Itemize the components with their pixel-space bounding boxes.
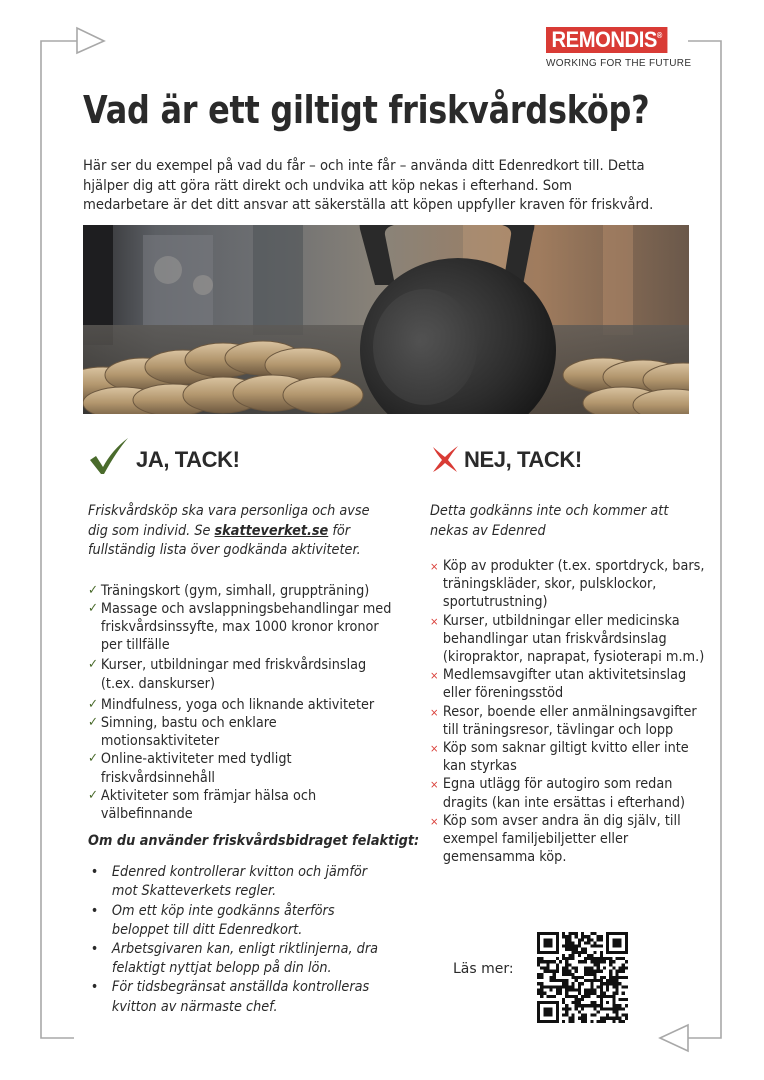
approved-item: ✓ Massage och avslappningsbehandlingar med friskvårdsinssyfte, max 1000 kronor kronor per tillfälle <box>88 600 392 654</box>
misuse-item: • Om ett köp inte godkänns återförs beloppet till ditt Edenredkort. <box>90 902 335 938</box>
rejected-item: × Resor, boende eller anmälningsavgifter till träningsresor, tävlingar och lopp <box>430 703 697 738</box>
misuse-list-wrap <box>88 863 392 1017</box>
arrow-right-icon <box>77 28 104 53</box>
rejected-item: × Köp som saknar giltigt kvitto eller inte kan styrkas <box>430 740 689 775</box>
approved-item: ✓ Kurser, utbildningar med friskvårdsinslag (t.ex. danskurser) <box>88 657 367 692</box>
read-more-label: Läs mer: <box>453 961 514 977</box>
qr-code-icon[interactable] <box>537 932 628 1023</box>
approved-item: ✓ Mindfulness, yoga och liknande aktiviteter <box>88 696 375 713</box>
misuse-item: • För tidsbegränsat anställda kontrolleras kvitton av närmaste chef. <box>90 979 370 1015</box>
rejected-item: × Medlemsavgifter utan aktivitetsinslag eller föreningsstöd <box>430 667 687 702</box>
approved-header <box>88 440 388 480</box>
rejected-item: × Köp av produkter (t.ex. sportdryck, bars, träningskläder, skor, pulsklockor, sportutrustning) <box>430 558 705 611</box>
rejected-list <box>430 557 706 866</box>
x-icon: × <box>430 560 439 573</box>
x-icon: × <box>430 814 439 828</box>
misuse-list <box>88 863 392 1017</box>
cross-icon <box>430 445 460 473</box>
x-icon: × <box>430 705 439 719</box>
bullet-icon: • <box>90 940 99 957</box>
rejected-column <box>430 440 705 866</box>
rejected-item: × Kurser, utbildningar eller medicinska behandlingar utan friskvårdsinslag (kiropraktor, naprapat, fysioterapi m.m.) <box>430 612 705 666</box>
rejected-header <box>430 440 700 480</box>
remondis-logo <box>546 27 692 69</box>
misuse-heading: Om du använder friskvårdsbidraget felaktigt: <box>88 833 420 850</box>
approved-list-wrap <box>88 582 392 824</box>
approved-column <box>88 440 420 1017</box>
kettlebell-rope-photo <box>83 225 689 414</box>
check-icon: ✓ <box>88 714 99 730</box>
misuse-item: • Edenred kontrollerar kvitton och jämför mot Skatteverkets regler. <box>90 864 368 900</box>
hero-image <box>83 225 689 414</box>
checkmark-icon <box>88 438 130 476</box>
approved-list <box>88 582 392 824</box>
bullet-icon: • <box>90 979 99 996</box>
logo-tagline: WORKING FOR THE FUTURE <box>546 58 692 69</box>
check-icon: ✓ <box>88 751 99 767</box>
check-icon: ✓ <box>88 696 99 712</box>
rejected-lead: Detta godkänns inte och kommer att nekas av Edenred <box>430 503 669 539</box>
approved-item: ✓ Online-aktiviteter med tydligt friskvårdsinnehåll <box>88 751 292 786</box>
rejected-item: × Köp som avser andra än dig själv, till exempel familjebiljetter eller gemensamma köp. <box>430 812 681 866</box>
x-icon: × <box>430 742 439 756</box>
check-icon: ✓ <box>88 582 99 598</box>
skatteverket-link[interactable]: skatteverket.se <box>214 522 329 539</box>
approved-lead: Friskvårdsköp ska vara personliga och avse dig som individ. Se skatteverket.se för fullständig lista över godkända aktiviteter. <box>88 503 370 558</box>
bullet-icon: • <box>90 864 99 881</box>
rejected-heading: NEJ, TACK! <box>464 447 582 472</box>
frame-left-line <box>41 41 77 94</box>
frame-left-bottom-line <box>41 94 74 1038</box>
rejected-list-wrap <box>430 557 706 866</box>
intro-text: Här ser du exempel på vad du får – och inte får – använda ditt Edenredkort till. Detta hjälper dig att göra rätt direkt och undvika att köp nekas i efterhand. Som medarbetare är det ditt ansvar att säkerställa att köpen uppfyller kraven för friskvård. <box>83 158 654 213</box>
approved-item: ✓ Träningskort (gym, simhall, gruppträning) <box>88 582 370 599</box>
arrow-left-icon <box>660 1025 688 1051</box>
x-icon: × <box>430 669 439 683</box>
logo-wordmark: REMONDIS® <box>546 27 667 53</box>
check-icon: ✓ <box>88 787 99 803</box>
x-icon: × <box>430 614 439 628</box>
x-icon: × <box>430 778 439 792</box>
approved-heading: JA, TACK! <box>136 447 240 472</box>
page-title: Vad är ett giltigt friskvårdsköp? <box>83 88 650 132</box>
check-icon: ✓ <box>88 657 99 673</box>
misuse-item: • Arbetsgivaren kan, enligt riktlinjerna, dra felaktigt nyttjat belopp på din lön. <box>90 940 379 977</box>
bullet-icon: • <box>90 902 99 919</box>
approved-item: ✓ Simning, bastu och enklare motionsaktiviteter <box>88 714 277 750</box>
check-icon: ✓ <box>88 600 99 616</box>
rejected-item: × Egna utlägg för autogiro som redan dragits (kan inte ersättas i efterhand) <box>430 776 686 811</box>
approved-item: ✓ Aktiviteter som främjar hälsa och välbefinnande <box>88 787 317 822</box>
